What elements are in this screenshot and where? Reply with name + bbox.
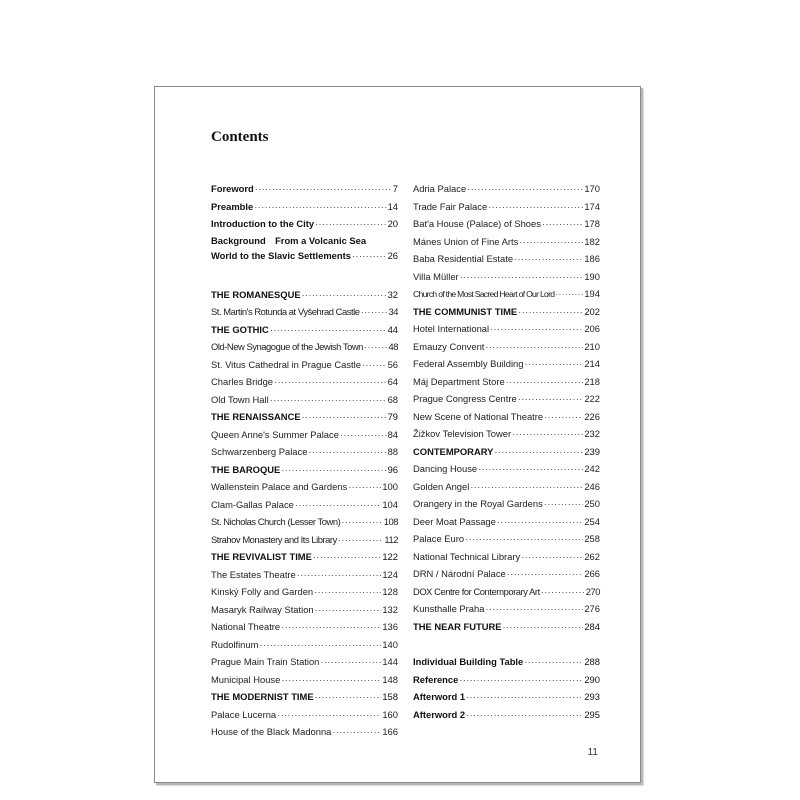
toc-entry[interactable] bbox=[211, 321, 398, 339]
dot-leader bbox=[270, 321, 387, 339]
toc-entry[interactable] bbox=[211, 461, 398, 479]
toc-entry-page: 100 bbox=[382, 481, 398, 492]
toc-entry-backmatter[interactable] bbox=[413, 706, 600, 724]
toc-entry-page: 166 bbox=[382, 726, 398, 737]
toc-entry-page: 293 bbox=[584, 691, 600, 702]
toc-entry[interactable] bbox=[413, 390, 600, 408]
toc-entry-label: THE BAROQUE bbox=[211, 463, 281, 475]
dot-leader bbox=[281, 618, 381, 636]
book-page bbox=[154, 86, 641, 783]
toc-entry-label: Hotel International bbox=[413, 323, 490, 334]
dot-leader bbox=[460, 268, 584, 286]
toc-entry[interactable] bbox=[413, 215, 600, 233]
dot-leader bbox=[313, 548, 381, 566]
toc-entry[interactable] bbox=[211, 443, 398, 461]
toc-entry-page: 178 bbox=[584, 218, 600, 229]
toc-entry-page: 68 bbox=[387, 393, 398, 405]
toc-entry-page: 295 bbox=[584, 708, 600, 720]
dot-leader bbox=[518, 303, 583, 321]
toc-entry[interactable] bbox=[211, 373, 398, 391]
dot-leader bbox=[281, 461, 386, 479]
toc-entry-page: 270 bbox=[585, 585, 600, 597]
toc-entry-label: Old Town Hall bbox=[211, 393, 269, 405]
toc-entry[interactable] bbox=[413, 320, 600, 338]
dot-leader bbox=[524, 653, 583, 671]
toc-entry-label: Máj Department Store bbox=[413, 375, 505, 387]
dot-leader bbox=[314, 583, 381, 601]
toc-entry-label: Individual Building Table bbox=[413, 656, 524, 667]
toc-entry-page: 160 bbox=[382, 708, 398, 720]
dot-leader bbox=[485, 600, 583, 618]
dot-leader bbox=[320, 653, 381, 671]
toc-entry-preamble[interactable] bbox=[211, 198, 398, 216]
toc-entry-label: New Scene of National Theatre bbox=[413, 410, 544, 422]
toc-entry-label: Villa Müller bbox=[413, 270, 459, 282]
toc-entry-label: Preamble bbox=[211, 200, 254, 212]
toc-entry-label: Queen Anne's Summer Palace bbox=[211, 428, 339, 440]
toc-entry-backmatter[interactable] bbox=[413, 653, 600, 671]
toc-entry-background[interactable] bbox=[211, 233, 398, 263]
toc-entry-label: THE NEAR FUTURE bbox=[413, 620, 502, 632]
toc-entry-page: 48 bbox=[388, 341, 398, 352]
toc-entry[interactable] bbox=[211, 723, 398, 741]
toc-entry[interactable] bbox=[211, 303, 398, 321]
toc-entry[interactable] bbox=[211, 688, 398, 706]
toc-entry[interactable] bbox=[413, 285, 600, 303]
dot-leader bbox=[338, 531, 384, 549]
toc-entry-page: 222 bbox=[584, 393, 600, 404]
dot-leader bbox=[348, 478, 381, 496]
toc-entry[interactable] bbox=[211, 671, 398, 689]
toc-entry[interactable] bbox=[211, 478, 398, 496]
toc-entry[interactable] bbox=[413, 373, 600, 391]
toc-entry[interactable] bbox=[413, 408, 600, 426]
dot-leader bbox=[465, 530, 583, 548]
toc-entry-label: THE ROMANESQUE bbox=[211, 288, 301, 300]
dot-leader bbox=[364, 338, 388, 356]
toc-entry-page: 122 bbox=[382, 551, 398, 562]
dot-leader bbox=[503, 618, 584, 636]
toc-entry[interactable] bbox=[413, 583, 600, 601]
dot-leader bbox=[274, 373, 387, 391]
dot-leader bbox=[485, 338, 583, 356]
toc-entry-label: St. Nicholas Church (Lesser Town) bbox=[211, 516, 341, 527]
toc-entry-label: Church of the Most Sacred Heart of Our Lord bbox=[413, 289, 555, 299]
dot-leader bbox=[302, 408, 387, 426]
toc-entry-page: 194 bbox=[584, 288, 600, 299]
toc-entry[interactable] bbox=[211, 601, 398, 619]
toc-entry-page: 104 bbox=[382, 498, 398, 510]
toc-entry-page: 276 bbox=[584, 603, 600, 614]
dot-leader bbox=[459, 671, 583, 689]
toc-entry-page: 132 bbox=[382, 603, 398, 615]
toc-entry-label: Baba Residential Estate bbox=[413, 253, 514, 264]
toc-entry-backmatter[interactable] bbox=[413, 688, 600, 706]
dot-leader bbox=[506, 373, 584, 391]
toc-entry[interactable] bbox=[211, 548, 398, 566]
toc-entry-page: 202 bbox=[584, 305, 600, 317]
toc-entry[interactable] bbox=[211, 531, 398, 549]
toc-entry-label: Introduction to the City bbox=[211, 218, 315, 229]
toc-entry-page: 266 bbox=[584, 568, 600, 579]
dot-leader bbox=[281, 671, 381, 689]
toc-entry-page: 79 bbox=[387, 411, 398, 422]
toc-entry-page: 96 bbox=[387, 463, 398, 475]
toc-entry-label: House of the Black Madonna bbox=[211, 726, 332, 737]
toc-entry-page: 214 bbox=[584, 358, 600, 369]
dot-leader bbox=[332, 723, 381, 741]
toc-entry-page: 128 bbox=[382, 586, 398, 597]
toc-entry[interactable] bbox=[413, 495, 600, 513]
toc-entry-page: 250 bbox=[584, 498, 600, 509]
toc-entry-page: 218 bbox=[584, 375, 600, 387]
toc-entry-page: 34 bbox=[388, 306, 398, 317]
toc-entry[interactable] bbox=[211, 706, 398, 724]
toc-entry-label: National Theatre bbox=[211, 621, 281, 632]
toc-entry-label: Strahov Monastery and Its Library bbox=[211, 533, 337, 545]
toc-entry-label: Municipal House bbox=[211, 673, 281, 685]
dot-leader bbox=[514, 250, 583, 268]
toc-entry-page: 20 bbox=[387, 218, 398, 229]
toc-entry-page: 148 bbox=[382, 673, 398, 685]
toc-entry-label: Kunsthalle Praha bbox=[413, 603, 485, 614]
toc-entry-page: 284 bbox=[584, 620, 600, 632]
toc-entry-page: 124 bbox=[382, 568, 398, 580]
dot-leader bbox=[254, 198, 386, 216]
dot-leader bbox=[519, 233, 583, 251]
dot-leader bbox=[490, 320, 583, 338]
page-number: 11 bbox=[587, 747, 598, 758]
toc-entry-foreword[interactable] bbox=[211, 180, 398, 198]
toc-entry[interactable] bbox=[413, 250, 600, 268]
toc-entry-page: 246 bbox=[584, 480, 600, 492]
toc-entry-page: 44 bbox=[387, 323, 398, 335]
dot-leader bbox=[259, 636, 381, 654]
toc-entry-page: 206 bbox=[584, 323, 600, 334]
toc-entry-page: 32 bbox=[387, 288, 398, 300]
toc-entry-page: 239 bbox=[584, 445, 600, 457]
toc-entry-page: 112 bbox=[384, 533, 398, 545]
toc-entry-label: Trade Fair Palace bbox=[413, 200, 488, 212]
dot-leader bbox=[352, 248, 387, 263]
dot-leader bbox=[544, 408, 583, 426]
toc-entry-label-line1: Background From a Volcanic Sea bbox=[211, 234, 367, 246]
toc-entry-label: Afterword 2 bbox=[413, 708, 466, 720]
toc-entry-label: Rudolfinum bbox=[211, 638, 259, 650]
toc-entry-label: DRN / Národní Palace bbox=[413, 568, 506, 579]
dot-leader bbox=[277, 706, 381, 724]
dot-leader bbox=[521, 548, 583, 566]
dot-leader bbox=[362, 356, 387, 374]
toc-entry[interactable] bbox=[211, 513, 398, 531]
toc-entry-label: THE GOTHIC bbox=[211, 323, 269, 335]
toc-entry-label: Schwarzenberg Palace bbox=[211, 446, 308, 457]
toc-entry-page: 88 bbox=[387, 446, 398, 457]
dot-leader bbox=[308, 443, 386, 461]
toc-entry-page: 64 bbox=[387, 376, 398, 387]
dot-leader bbox=[470, 478, 583, 496]
toc-entry-label: CONTEMPORARY bbox=[413, 445, 494, 457]
toc-entry-label: Old-New Synagogue of the Jewish Town bbox=[211, 341, 363, 352]
toc-entry-label: THE RENAISSANCE bbox=[211, 411, 301, 422]
toc-entry-page: 140 bbox=[382, 638, 398, 650]
toc-entry[interactable] bbox=[211, 566, 398, 584]
toc-entry-page: 210 bbox=[584, 340, 600, 352]
dot-leader bbox=[315, 215, 386, 233]
toc-left-column bbox=[211, 180, 398, 741]
dot-leader bbox=[512, 425, 583, 443]
toc-entry-label: Kinský Folly and Garden bbox=[211, 586, 314, 597]
toc-entry-page: 158 bbox=[382, 691, 398, 702]
toc-entry-label: Palace Lucerna bbox=[211, 708, 277, 720]
toc-entry[interactable] bbox=[413, 513, 600, 531]
dot-leader bbox=[302, 286, 387, 304]
toc-entry[interactable] bbox=[413, 478, 600, 496]
toc-entry-page: 258 bbox=[584, 533, 600, 544]
toc-entry[interactable] bbox=[413, 338, 600, 356]
dot-leader bbox=[315, 601, 382, 619]
toc-entry-label: Adria Palace bbox=[413, 183, 467, 194]
toc-entry-label: Bat'a House (Palace) of Shoes bbox=[413, 218, 541, 229]
dot-leader bbox=[361, 303, 388, 321]
toc-entry[interactable] bbox=[211, 391, 398, 409]
toc-entry-label: Golden Angel bbox=[413, 480, 470, 492]
toc-entry[interactable] bbox=[211, 653, 398, 671]
toc-entry-label: National Technical Library bbox=[413, 550, 521, 562]
toc-entry[interactable] bbox=[211, 618, 398, 636]
toc-entry[interactable] bbox=[413, 600, 600, 618]
toc-entry-label: Prague Congress Centre bbox=[413, 393, 517, 404]
toc-entry[interactable] bbox=[413, 198, 600, 216]
dot-leader bbox=[507, 565, 584, 583]
toc-entry-label: Mánes Union of Fine Arts bbox=[413, 235, 519, 247]
toc-entry-page: 232 bbox=[584, 428, 600, 439]
toc-entry-page: 182 bbox=[584, 235, 600, 247]
toc-entry[interactable] bbox=[413, 460, 600, 478]
toc-entry-page: 26 bbox=[387, 249, 398, 261]
toc-entry[interactable] bbox=[413, 530, 600, 548]
dot-leader bbox=[315, 688, 382, 706]
toc-entry-page: 14 bbox=[387, 200, 398, 212]
toc-entry-label: Afterword 1 bbox=[413, 691, 466, 702]
toc-entry[interactable] bbox=[211, 408, 398, 426]
toc-entry[interactable] bbox=[211, 496, 398, 514]
toc-entry[interactable] bbox=[211, 356, 398, 374]
toc-entry[interactable] bbox=[211, 338, 398, 356]
toc-entry-page: 170 bbox=[584, 183, 600, 194]
toc-entry-page: 226 bbox=[584, 410, 600, 422]
toc-entry-label: Prague Main Train Station bbox=[211, 656, 320, 667]
toc-entry-label: THE COMMUNIST TIME bbox=[413, 305, 518, 317]
toc-entry-page: 136 bbox=[382, 621, 398, 632]
dot-leader bbox=[524, 355, 583, 373]
toc-entry-label: Federal Assembly Building bbox=[413, 358, 524, 369]
toc-entry-label: Reference bbox=[413, 673, 459, 685]
dot-leader bbox=[467, 180, 583, 198]
dot-leader bbox=[518, 390, 584, 408]
toc-entry-page: 84 bbox=[387, 428, 398, 440]
toc-entry[interactable] bbox=[413, 425, 600, 443]
toc-entry[interactable] bbox=[413, 565, 600, 583]
toc-entry-page: 254 bbox=[584, 515, 600, 527]
toc-entry-label: THE MODERNIST TIME bbox=[211, 691, 314, 702]
toc-entry-label: Deer Moat Passage bbox=[413, 515, 496, 527]
toc-entry-label: Emauzy Convent bbox=[413, 340, 485, 352]
toc-entry-page: 174 bbox=[584, 200, 600, 212]
toc-entry-label: Orangery in the Royal Gardens bbox=[413, 498, 543, 509]
toc-entry-page: 56 bbox=[387, 358, 398, 370]
toc-entry-page: 190 bbox=[584, 270, 600, 282]
dot-leader bbox=[497, 513, 583, 531]
toc-entry[interactable] bbox=[413, 180, 600, 198]
toc-right-column bbox=[413, 180, 600, 723]
toc-entry-page: 108 bbox=[383, 516, 398, 527]
dot-leader bbox=[340, 426, 387, 444]
dot-leader bbox=[544, 495, 584, 513]
toc-entry[interactable] bbox=[413, 618, 600, 636]
dot-leader bbox=[541, 583, 585, 601]
toc-entry[interactable] bbox=[211, 286, 398, 304]
toc-entry[interactable] bbox=[211, 636, 398, 654]
toc-entry-label: Clam-Gallas Palace bbox=[211, 498, 294, 510]
toc-entry-page: 144 bbox=[382, 656, 398, 667]
dot-leader bbox=[488, 198, 583, 216]
toc-entry-label: Foreword bbox=[211, 183, 254, 194]
dot-leader bbox=[466, 706, 583, 724]
toc-entry[interactable] bbox=[211, 583, 398, 601]
toc-entry-label: Žižkov Television Tower bbox=[413, 428, 512, 439]
dot-leader bbox=[297, 566, 382, 584]
toc-entry-label: DOX Centre for Contemporary Art bbox=[413, 585, 540, 597]
toc-entry-label: THE REVIVALIST TIME bbox=[211, 551, 312, 562]
toc-entry[interactable] bbox=[413, 443, 600, 461]
toc-entry-label: Charles Bridge bbox=[211, 376, 274, 387]
toc-entry[interactable] bbox=[413, 548, 600, 566]
toc-entry-label: Wallenstein Palace and Gardens bbox=[211, 481, 348, 492]
dot-leader bbox=[478, 460, 583, 478]
toc-entry-introduction[interactable] bbox=[211, 215, 398, 233]
toc-entry-page: 186 bbox=[584, 253, 600, 264]
toc-entry-label: Palace Euro bbox=[413, 533, 465, 544]
toc-entry[interactable] bbox=[413, 268, 600, 286]
toc-entry-label: Masaryk Railway Station bbox=[211, 603, 314, 615]
toc-entry-page: 262 bbox=[584, 550, 600, 562]
toc-entry[interactable] bbox=[413, 233, 600, 251]
dot-leader bbox=[555, 286, 583, 304]
toc-entry-label: St. Martin's Rotunda at Vyšehrad Castle bbox=[211, 306, 360, 317]
dot-leader bbox=[341, 513, 382, 531]
toc-entry-page: 242 bbox=[584, 463, 600, 474]
toc-entry[interactable] bbox=[413, 355, 600, 373]
toc-entry-page: 7 bbox=[392, 183, 398, 194]
toc-entry-label: Dancing House bbox=[413, 463, 478, 474]
dot-leader bbox=[255, 180, 392, 198]
toc-entry-backmatter[interactable] bbox=[413, 671, 600, 689]
toc-entry-page: 288 bbox=[584, 656, 600, 667]
page-title: Contents bbox=[211, 129, 269, 145]
dot-leader bbox=[466, 688, 583, 706]
toc-entry[interactable] bbox=[413, 303, 600, 321]
dot-leader bbox=[270, 391, 387, 409]
dot-leader bbox=[494, 443, 583, 461]
toc-entry-label: The Estates Theatre bbox=[211, 568, 296, 580]
dot-leader bbox=[542, 215, 583, 233]
toc-entry-label: St. Vitus Cathedral in Prague Castle bbox=[211, 358, 361, 370]
toc-entry-label-line2: World to the Slavic Settlements bbox=[211, 249, 351, 261]
dot-leader bbox=[295, 496, 382, 514]
toc-entry-page: 290 bbox=[584, 673, 600, 685]
toc-entry[interactable] bbox=[211, 426, 398, 444]
